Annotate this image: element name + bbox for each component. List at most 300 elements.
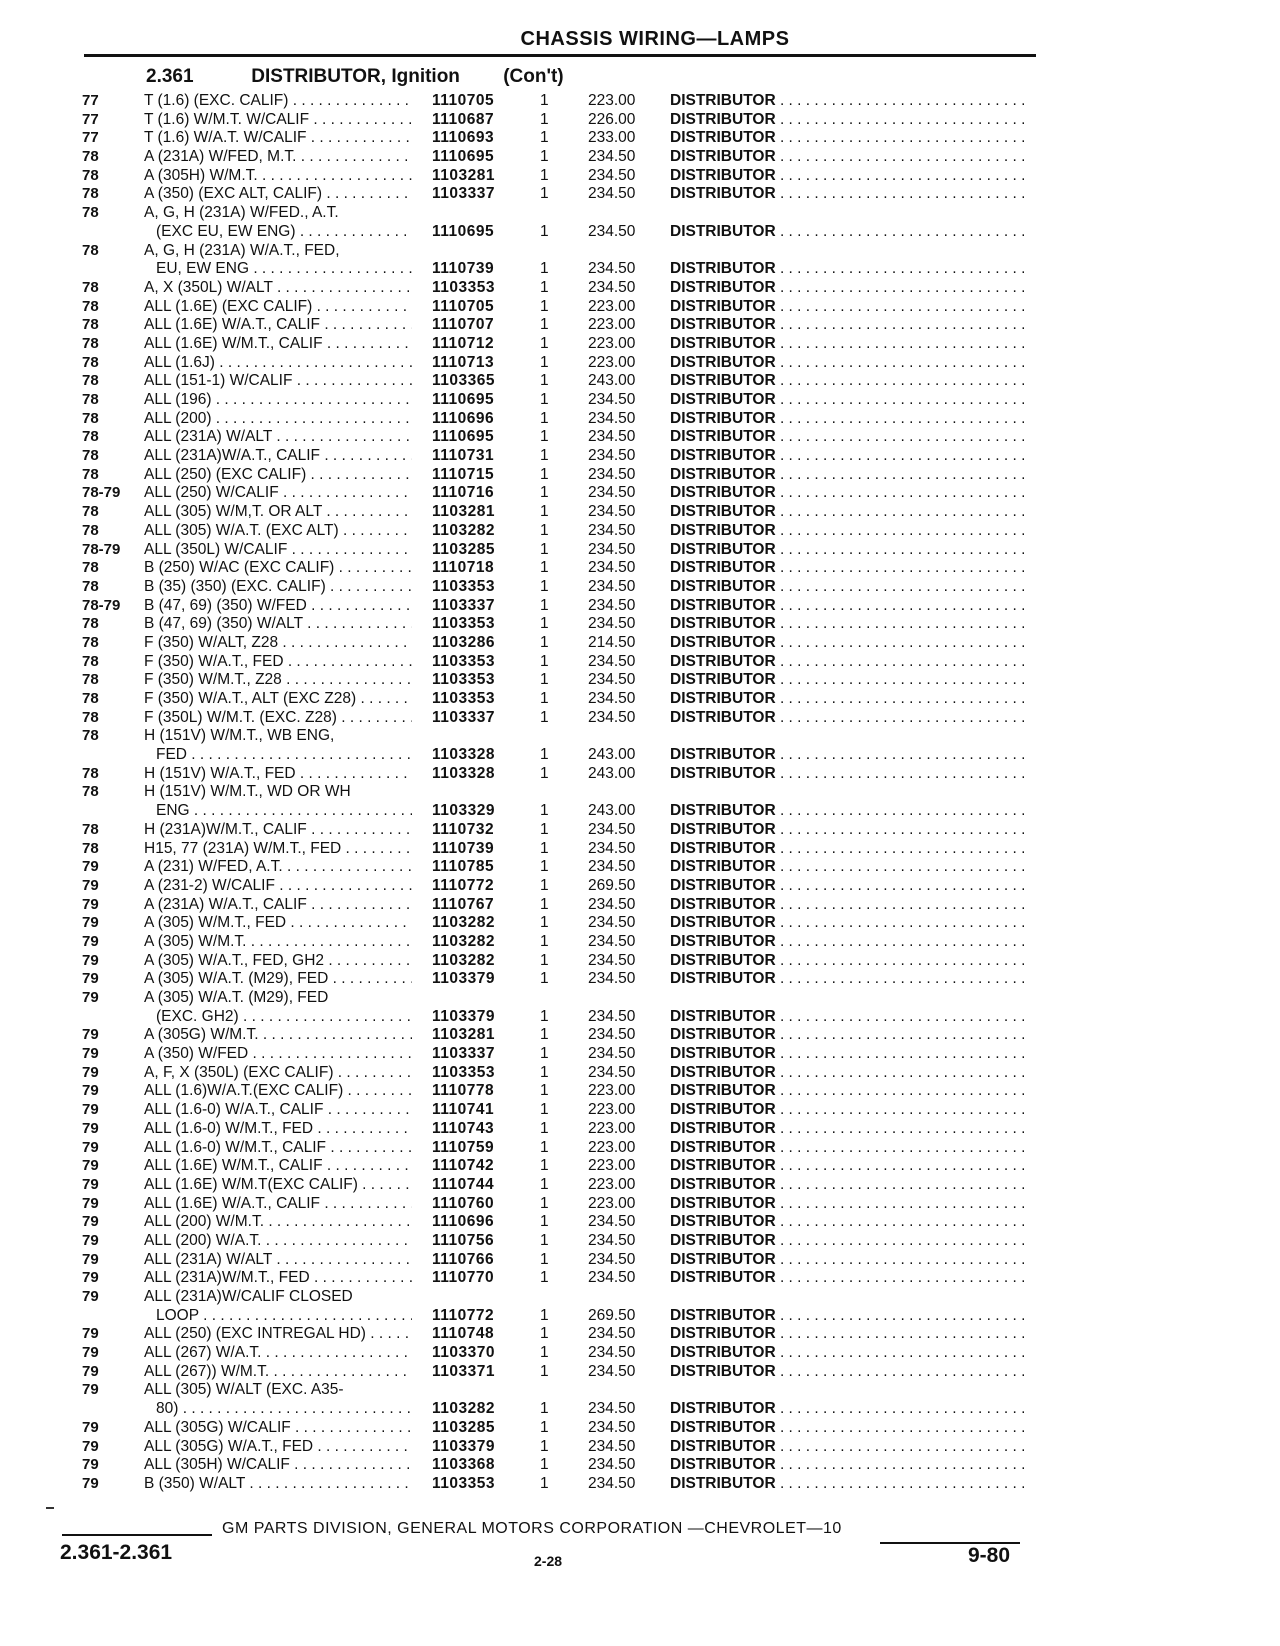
application-description: F (350) W/A.T., ALT (EXC Z28) . . . <box>144 690 412 709</box>
list-item <box>0 1139 1280 1158</box>
list-item <box>0 989 1280 1008</box>
quantity: 1 <box>540 110 549 128</box>
application-description: ALL (1.6E) W/A.T., CALIF . . . <box>144 1195 412 1214</box>
model-year: 79 <box>82 1157 99 1175</box>
part-name: DISTRIBUTOR . . . <box>670 372 1030 391</box>
quantity: 1 <box>540 1082 549 1100</box>
list-item <box>0 1120 1280 1139</box>
quantity: 1 <box>540 895 549 913</box>
price: 234.50 <box>588 409 636 427</box>
part-number: 1110759 <box>432 1138 495 1156</box>
part-name: DISTRIBUTOR . . . <box>670 634 1030 653</box>
price: 243.00 <box>588 372 636 390</box>
quantity: 1 <box>540 1007 549 1025</box>
quantity: 1 <box>540 802 549 820</box>
part-number: 1103371 <box>432 1362 495 1380</box>
application-description: ALL (1.6-0) W/M.T., CALIF . . . <box>144 1139 412 1158</box>
application-description: 80) . . . <box>156 1400 412 1419</box>
part-number: 1103282 <box>432 951 495 969</box>
part-name: DISTRIBUTOR . . . <box>670 840 1030 859</box>
part-name: DISTRIBUTOR . . . <box>670 1438 1030 1457</box>
part-name: DISTRIBUTOR . . . <box>670 1026 1030 1045</box>
price: 234.50 <box>588 148 636 166</box>
application-description: ENG . . . <box>156 802 412 821</box>
model-year: 79 <box>82 932 99 950</box>
part-number: 1103379 <box>432 970 495 988</box>
application-description: (EXC. GH2) . . . <box>156 1008 412 1027</box>
model-year: 79 <box>82 1381 99 1399</box>
part-name: DISTRIBUTOR . . . <box>670 1325 1030 1344</box>
part-name: DISTRIBUTOR . . . <box>670 1195 1030 1214</box>
model-year: 79 <box>82 1119 99 1137</box>
application-description: F (350) W/A.T., FED . . . <box>144 653 412 672</box>
quantity: 1 <box>540 1344 549 1362</box>
model-year: 78 <box>82 353 99 371</box>
part-number: 1103281 <box>432 503 495 521</box>
price: 223.00 <box>588 297 636 315</box>
list-item <box>0 92 1280 111</box>
application-description: A (305) W/M.T. . . . <box>144 933 412 952</box>
list-item <box>0 1064 1280 1083</box>
application-description: ALL (267) W/A.T. . . . <box>144 1344 412 1363</box>
model-year: 79 <box>82 970 99 988</box>
price: 234.50 <box>588 465 636 483</box>
price: 234.50 <box>588 260 636 278</box>
application-description: ALL (267)) W/M.T. . . . <box>144 1363 412 1382</box>
part-number: 1103368 <box>432 1456 495 1474</box>
application-description: ALL (1.6-0) W/A.T., CALIF . . . <box>144 1101 412 1120</box>
quantity: 1 <box>540 1101 549 1119</box>
part-number: 1110741 <box>432 1101 495 1119</box>
application-description: H (151V) W/M.T., WD OR WH <box>144 783 351 801</box>
model-year: 78 <box>82 409 99 427</box>
price: 234.50 <box>588 1456 636 1474</box>
part-name: DISTRIBUTOR . . . <box>670 1232 1030 1251</box>
footer-publisher: GM PARTS DIVISION, GENERAL MOTORS CORPORATION —CHEVROLET—10 <box>222 1520 842 1537</box>
application-description: B (47, 69) (350) W/ALT . . . <box>144 615 412 634</box>
application-description: FED . . . <box>156 746 412 765</box>
list-item <box>0 1195 1280 1214</box>
application-description: ALL (1.6E) (EXC CALIF) . . . <box>144 298 412 317</box>
list-item <box>0 970 1280 989</box>
list-item <box>0 653 1280 672</box>
list-item <box>0 1232 1280 1251</box>
part-name: DISTRIBUTOR . . . <box>670 522 1030 541</box>
list-item <box>0 727 1280 746</box>
list-item <box>0 1363 1280 1382</box>
price: 234.50 <box>588 1362 636 1380</box>
model-year: 78 <box>82 690 99 707</box>
part-number: 1103379 <box>432 1007 495 1025</box>
part-name: DISTRIBUTOR . . . <box>670 1400 1030 1419</box>
model-year: 79 <box>82 1325 99 1343</box>
section-continued: (Con't) <box>503 66 564 87</box>
application-description: ALL (1.6E) W/M.T(EXC CALIF) . . . <box>144 1176 412 1195</box>
model-year: 78-79 <box>82 596 121 614</box>
application-description: ALL (250) W/CALIF . . . <box>144 484 412 503</box>
part-number: 1103328 <box>432 746 495 764</box>
list-item <box>0 783 1280 802</box>
quantity: 1 <box>540 185 549 203</box>
part-name: DISTRIBUTOR . . . <box>670 1475 1030 1494</box>
application-description: A (231A) W/A.T., CALIF . . . <box>144 896 412 915</box>
application-description: LOOP . . . <box>156 1307 412 1326</box>
application-description: ALL (305) W/A.T. (EXC ALT) . . . <box>144 522 412 541</box>
quantity: 1 <box>540 951 549 969</box>
price: 234.50 <box>588 540 636 558</box>
model-year: 79 <box>82 1045 99 1063</box>
list-item <box>0 858 1280 877</box>
list-item <box>0 204 1280 223</box>
quantity: 1 <box>540 278 549 296</box>
part-number: 1103337 <box>432 596 495 614</box>
price: 234.50 <box>588 559 636 577</box>
model-year: 79 <box>82 951 99 969</box>
model-year: 79 <box>82 1231 99 1249</box>
model-year: 79 <box>82 1082 99 1100</box>
list-item <box>0 671 1280 690</box>
list-item <box>0 765 1280 784</box>
price: 243.00 <box>588 764 636 782</box>
application-description: A (231A) W/FED, M.T. . . . <box>144 148 412 167</box>
price: 234.50 <box>588 1344 636 1362</box>
price: 234.50 <box>588 914 636 932</box>
list-item <box>0 391 1280 410</box>
quantity: 1 <box>540 1250 549 1268</box>
part-name: DISTRIBUTOR . . . <box>670 1045 1030 1064</box>
list-item <box>0 1419 1280 1438</box>
model-year: 79 <box>82 1138 99 1156</box>
list-item <box>0 410 1280 429</box>
part-number: 1103353 <box>432 577 495 595</box>
application-description: ALL (200) . . . <box>144 410 412 429</box>
part-number: 1110716 <box>432 484 495 502</box>
part-number: 1103282 <box>432 1400 495 1418</box>
application-description: ALL (1.6J) . . . <box>144 354 412 373</box>
footer-page-number: 2-28 <box>534 1553 563 1569</box>
model-year: 78 <box>82 783 99 801</box>
application-description: ALL (1.6-0) W/M.T., FED . . . <box>144 1120 412 1139</box>
application-description: EU, EW ENG . . . <box>156 260 412 279</box>
part-number: 1110772 <box>432 876 495 894</box>
model-year: 78 <box>82 615 99 633</box>
model-year: 78 <box>82 727 99 745</box>
list-item <box>0 1269 1280 1288</box>
model-year: 78 <box>82 185 99 203</box>
quantity: 1 <box>540 932 549 950</box>
part-number: 1110715 <box>432 465 495 483</box>
quantity: 1 <box>540 92 549 109</box>
price: 234.50 <box>588 820 636 838</box>
list-item <box>0 578 1280 597</box>
quantity: 1 <box>540 222 549 240</box>
part-name: DISTRIBUTOR . . . <box>670 1008 1030 1027</box>
list-item <box>0 615 1280 634</box>
quantity: 1 <box>540 1213 549 1231</box>
list-item <box>0 690 1280 709</box>
model-year: 77 <box>82 110 99 128</box>
part-number: 1103281 <box>432 166 495 184</box>
price: 233.00 <box>588 129 636 147</box>
model-year: 79 <box>82 1437 99 1455</box>
part-name: DISTRIBUTOR . . . <box>670 129 1030 148</box>
part-name: DISTRIBUTOR . . . <box>670 391 1030 410</box>
list-item <box>0 896 1280 915</box>
quantity: 1 <box>540 484 549 502</box>
application-description: ALL (1.6E) W/M.T., CALIF . . . <box>144 335 412 354</box>
part-name: DISTRIBUTOR . . . <box>670 1363 1030 1382</box>
quantity: 1 <box>540 316 549 334</box>
model-year: 79 <box>82 1250 99 1268</box>
application-description: ALL (305) W/M,T. OR ALT . . . <box>144 503 412 522</box>
quantity: 1 <box>540 1418 549 1436</box>
part-number: 1110785 <box>432 858 495 876</box>
model-year: 78 <box>82 372 99 390</box>
part-number: 1103365 <box>432 372 495 390</box>
part-number: 1110778 <box>432 1082 495 1100</box>
list-item <box>0 709 1280 728</box>
list-item <box>0 1475 1280 1494</box>
quantity: 1 <box>540 540 549 558</box>
footer-section-range: 2.361-2.361 <box>60 1541 173 1564</box>
list-item <box>0 1288 1280 1307</box>
application-description: A (305) W/A.T., FED, GH2 . . . <box>144 952 412 971</box>
part-number: 1110693 <box>432 129 495 147</box>
quantity: 1 <box>540 1474 549 1492</box>
part-name: DISTRIBUTOR . . . <box>670 821 1030 840</box>
quantity: 1 <box>540 1157 549 1175</box>
price: 223.00 <box>588 1175 636 1193</box>
list-item <box>0 428 1280 447</box>
price: 234.50 <box>588 615 636 633</box>
part-name: DISTRIBUTOR . . . <box>670 1456 1030 1475</box>
price: 223.00 <box>588 1082 636 1100</box>
part-number: 1110713 <box>432 353 495 371</box>
quantity: 1 <box>540 166 549 184</box>
model-year: 78 <box>82 764 99 782</box>
application-description: ALL (350L) W/CALIF . . . <box>144 541 412 560</box>
list-item <box>0 746 1280 765</box>
price: 223.00 <box>588 1157 636 1175</box>
model-year: 78-79 <box>82 484 121 502</box>
part-name: DISTRIBUTOR . . . <box>670 1307 1030 1326</box>
quantity: 1 <box>540 521 549 539</box>
model-year: 79 <box>82 1344 99 1362</box>
quantity: 1 <box>540 447 549 465</box>
part-name: DISTRIBUTOR . . . <box>670 578 1030 597</box>
page-title: CHASSIS WIRING—LAMPS <box>520 28 790 50</box>
price: 223.00 <box>588 1194 636 1212</box>
quantity: 1 <box>540 334 549 352</box>
price: 234.50 <box>588 1213 636 1231</box>
quantity: 1 <box>540 577 549 595</box>
price: 234.50 <box>588 1437 636 1455</box>
model-year: 78 <box>82 278 99 296</box>
model-year: 77 <box>82 92 99 109</box>
part-name: DISTRIBUTOR . . . <box>670 260 1030 279</box>
price: 223.00 <box>588 92 636 109</box>
part-number: 1110695 <box>432 428 495 446</box>
part-number: 1103379 <box>432 1437 495 1455</box>
part-number: 1103337 <box>432 708 495 726</box>
part-name: DISTRIBUTOR . . . <box>670 466 1030 485</box>
part-name: DISTRIBUTOR . . . <box>670 690 1030 709</box>
part-number: 1110687 <box>432 110 495 128</box>
part-name: DISTRIBUTOR . . . <box>670 1157 1030 1176</box>
part-number: 1103353 <box>432 615 495 633</box>
part-number: 1110695 <box>432 391 495 408</box>
list-item <box>0 354 1280 373</box>
part-name: DISTRIBUTOR . . . <box>670 559 1030 578</box>
application-description: H (231A)W/M.T., CALIF . . . <box>144 821 412 840</box>
parts-list <box>0 92 1280 1494</box>
list-item <box>0 877 1280 896</box>
price: 234.50 <box>588 1269 636 1287</box>
part-number: 1110739 <box>432 839 495 857</box>
model-year: 78 <box>82 465 99 483</box>
part-name: DISTRIBUTOR . . . <box>670 1101 1030 1120</box>
list-item <box>0 802 1280 821</box>
application-description: ALL (250) (EXC INTREGAL HD) . . . <box>144 1325 412 1344</box>
model-year: 79 <box>82 1288 99 1305</box>
application-description: B (35) (350) (EXC. CALIF) . . . <box>144 578 412 597</box>
quantity: 1 <box>540 708 549 726</box>
price: 223.00 <box>588 1119 636 1137</box>
header-rule <box>84 54 1036 57</box>
application-description: A (305) W/A.T. (M29), FED <box>144 989 329 1006</box>
part-name: DISTRIBUTOR . . . <box>670 914 1030 933</box>
part-number: 1103282 <box>432 932 495 950</box>
part-name: DISTRIBUTOR . . . <box>670 802 1030 821</box>
part-number: 1110696 <box>432 1213 495 1231</box>
model-year: 78 <box>82 428 99 446</box>
price: 234.50 <box>588 484 636 502</box>
part-number: 1103370 <box>432 1344 495 1362</box>
quantity: 1 <box>540 1325 549 1343</box>
price: 234.50 <box>588 839 636 857</box>
part-name: DISTRIBUTOR . . . <box>670 597 1030 616</box>
application-description: H (151V) W/A.T., FED . . . <box>144 765 412 784</box>
section-heading <box>146 66 564 88</box>
quantity: 1 <box>540 1231 549 1249</box>
application-description: A (231) W/FED, A.T. . . . <box>144 858 412 877</box>
quantity: 1 <box>540 148 549 166</box>
list-item <box>0 279 1280 298</box>
price: 223.00 <box>588 353 636 371</box>
price: 223.00 <box>588 1101 636 1119</box>
application-description: F (350L) W/M.T. (EXC. Z28) . . . <box>144 709 412 728</box>
quantity: 1 <box>540 764 549 782</box>
price: 223.00 <box>588 1138 636 1156</box>
part-name: DISTRIBUTOR . . . <box>670 428 1030 447</box>
part-number: 1103353 <box>432 671 495 689</box>
part-number: 1110770 <box>432 1269 495 1287</box>
part-number: 1103285 <box>432 1418 495 1436</box>
part-name: DISTRIBUTOR . . . <box>670 503 1030 522</box>
part-name: DISTRIBUTOR . . . <box>670 279 1030 298</box>
list-item <box>0 466 1280 485</box>
part-name: DISTRIBUTOR . . . <box>670 1064 1030 1083</box>
quantity: 1 <box>540 129 549 147</box>
list-item <box>0 559 1280 578</box>
part-number: 1110732 <box>432 820 495 838</box>
part-name: DISTRIBUTOR . . . <box>670 1344 1030 1363</box>
quantity: 1 <box>540 876 549 894</box>
price: 243.00 <box>588 802 636 820</box>
price: 234.50 <box>588 577 636 595</box>
quantity: 1 <box>540 1400 549 1418</box>
part-name: DISTRIBUTOR . . . <box>670 1251 1030 1270</box>
application-description: A (350) W/FED . . . <box>144 1045 412 1064</box>
part-number: 1110712 <box>432 334 495 352</box>
model-year: 79 <box>82 1194 99 1212</box>
price: 234.50 <box>588 447 636 465</box>
part-number: 1110742 <box>432 1157 495 1175</box>
quantity: 1 <box>540 503 549 521</box>
price: 234.50 <box>588 596 636 614</box>
application-description: ALL (231A) W/ALT . . . <box>144 1251 412 1270</box>
model-year: 78 <box>82 241 99 259</box>
price: 234.50 <box>588 1007 636 1025</box>
part-name: DISTRIBUTOR . . . <box>670 1419 1030 1438</box>
quantity: 1 <box>540 372 549 390</box>
part-name: DISTRIBUTOR . . . <box>670 410 1030 429</box>
part-name: DISTRIBUTOR . . . <box>670 148 1030 167</box>
quantity: 1 <box>540 353 549 371</box>
model-year: 79 <box>82 1213 99 1231</box>
application-description: ALL (1.6E) W/A.T., CALIF . . . <box>144 316 412 335</box>
model-year: 77 <box>82 129 99 147</box>
price: 234.50 <box>588 858 636 876</box>
model-year: 78 <box>82 559 99 577</box>
price: 234.50 <box>588 708 636 726</box>
part-number: 1110707 <box>432 316 495 334</box>
price: 234.50 <box>588 503 636 521</box>
model-year: 78 <box>82 652 99 670</box>
price: 234.50 <box>588 1400 636 1418</box>
quantity: 1 <box>540 465 549 483</box>
application-description: A, G, H (231A) W/FED., A.T. <box>144 204 339 222</box>
application-description: ALL (1.6E) W/M.T., CALIF . . . <box>144 1157 412 1176</box>
quantity: 1 <box>540 914 549 932</box>
model-year: 79 <box>82 858 99 876</box>
quantity: 1 <box>540 1026 549 1044</box>
part-number: 1103353 <box>432 278 495 296</box>
part-number: 1110756 <box>432 1231 495 1249</box>
part-number: 1110772 <box>432 1306 495 1324</box>
model-year: 78-79 <box>82 540 121 558</box>
part-name: DISTRIBUTOR . . . <box>670 709 1030 728</box>
application-description: A (305H) W/M.T. . . . <box>144 167 412 186</box>
model-year: 79 <box>82 876 99 894</box>
application-description: ALL (231A)W/M.T., FED . . . <box>144 1269 412 1288</box>
price: 234.50 <box>588 391 636 408</box>
model-year: 78 <box>82 820 99 838</box>
application-description: A (231-2) W/CALIF . . . <box>144 877 412 896</box>
quantity: 1 <box>540 1456 549 1474</box>
model-year: 79 <box>82 1026 99 1044</box>
list-item <box>0 242 1280 261</box>
list-item <box>0 223 1280 242</box>
application-description: ALL (305G) W/CALIF . . . <box>144 1419 412 1438</box>
part-number: 1110695 <box>432 222 495 240</box>
part-number: 1110767 <box>432 895 495 913</box>
price: 223.00 <box>588 334 636 352</box>
price: 234.50 <box>588 1474 636 1492</box>
list-item <box>0 1381 1280 1400</box>
footer-date-code: 9-80 <box>968 1544 1011 1567</box>
price: 234.50 <box>588 1418 636 1436</box>
